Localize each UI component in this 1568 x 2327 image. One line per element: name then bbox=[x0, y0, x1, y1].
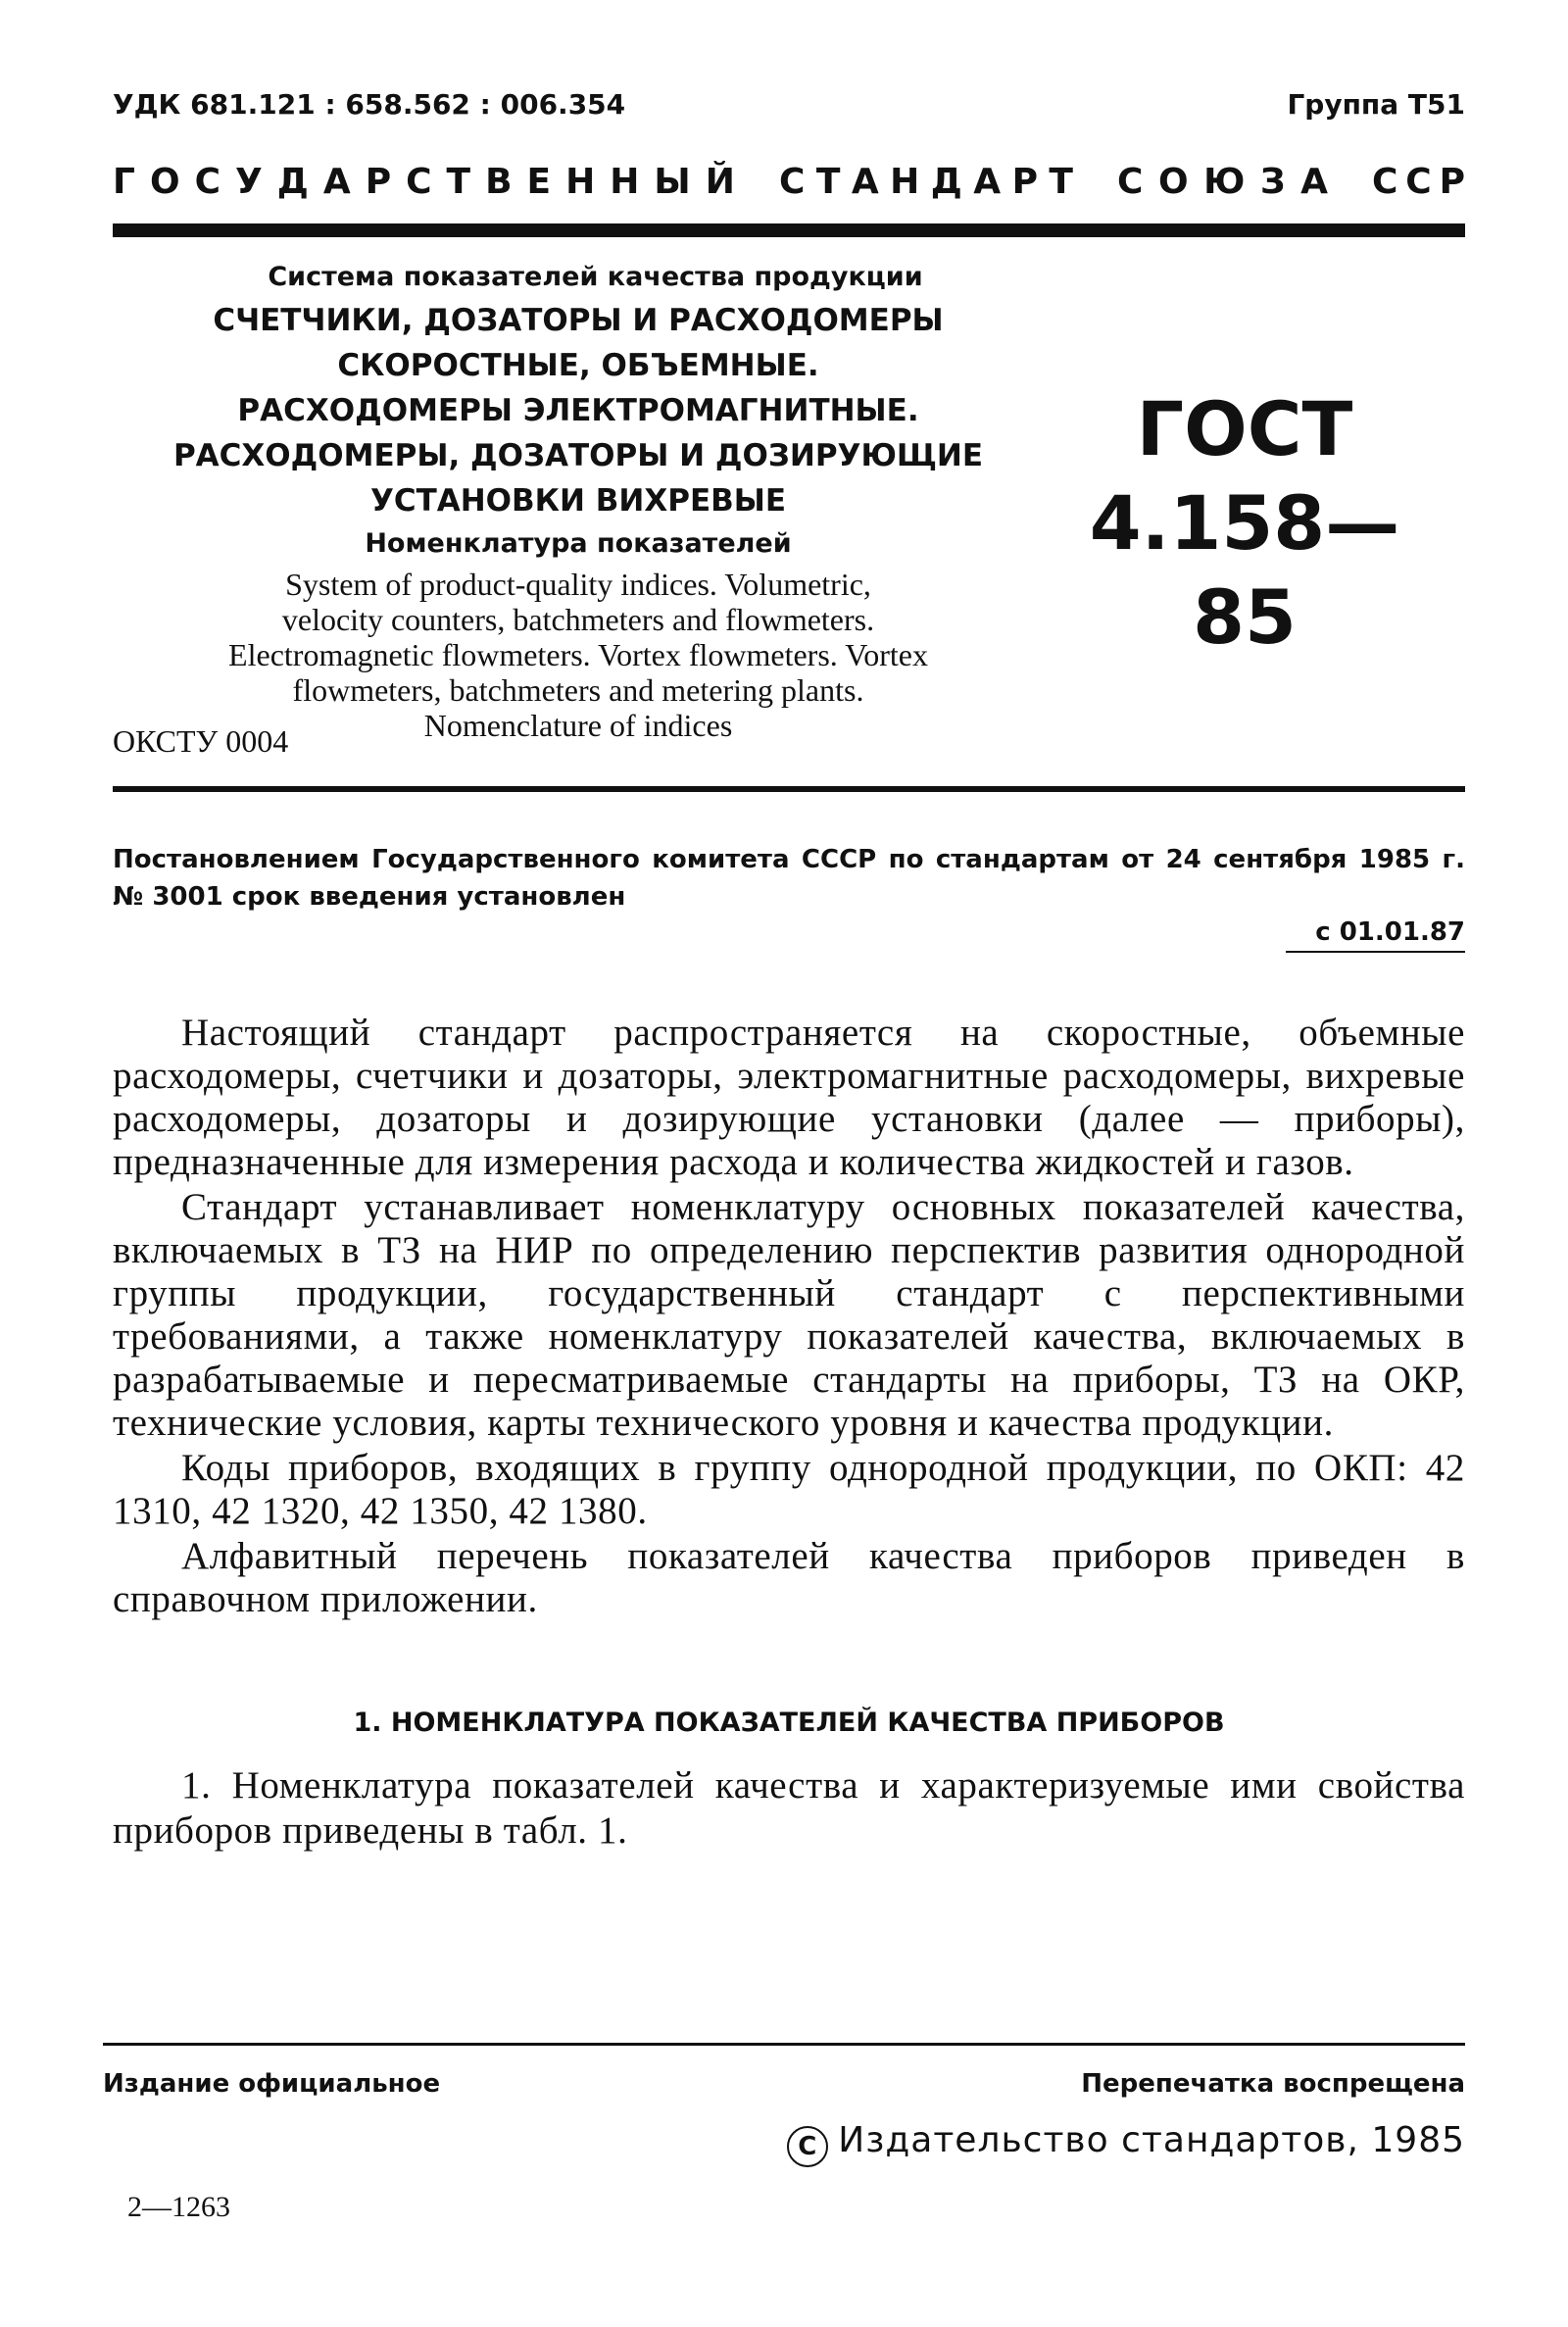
banner-letter: Р bbox=[1439, 162, 1465, 202]
banner-letter: С bbox=[194, 162, 220, 202]
banner-word-3 bbox=[1117, 162, 1328, 202]
english-title: System of product-quality indices. Volumetric, velocity counters, batchmeters and flowmeters. Electromagnetic flowmeters. Vortex flowmeters. Vortex flowmeters, batchmeters and metering plants. Nomenclature of indices bbox=[228, 567, 928, 743]
decree-text: Постановлением Государственного комитета СССР по стандартам от 24 сентября 1985 г. № 3001 срок введения установлен bbox=[113, 845, 1465, 912]
effective-date-value: с 01.01.87 bbox=[1286, 917, 1465, 953]
paragraph: Коды приборов, входящих в группу однородной продукции, по ОКП: 42 1310, 42 1320, 42 1350, 42 1380. bbox=[113, 1447, 1465, 1532]
banner-letter: Ю bbox=[1203, 162, 1246, 202]
banner-letter: С bbox=[1405, 162, 1432, 202]
banner-letter: Т bbox=[1049, 162, 1073, 202]
main-title: СЧЕТЧИКИ, ДОЗАТОРЫ И РАСХОДОМЕРЫ СКОРОСТНЫЕ, ОБЪЕМНЫЕ. РАСХОДОМЕРЫ ЭЛЕКТРОМАГНИТНЫЕ. РАСХОДОМЕРЫ, ДОЗАТОРЫ И ДОЗИРУЮЩИЕ УСТАНОВКИ ВИХРЕВЫЕ bbox=[172, 303, 984, 519]
system-line: Система показателей качества продукции bbox=[268, 262, 923, 292]
print-code: 2—1263 bbox=[127, 2191, 230, 2223]
banner-letter: О bbox=[149, 162, 180, 202]
banner-letter: С bbox=[1372, 162, 1398, 202]
header-row bbox=[113, 88, 1465, 121]
paragraph: Настоящий стандарт распространяется на скоростные, объемные расходомеры, счетчики и дозаторы, электромагнитные расходомеры, вихревые расходомеры, дозаторы и дозирующие установки (далее — приборы), предназначенные для измерения расхода и количества жидкостей и газов. bbox=[113, 1012, 1465, 1183]
banner-letter: Д bbox=[930, 162, 962, 202]
banner-letter: Д bbox=[276, 162, 309, 202]
banner-letter: Г bbox=[113, 162, 135, 202]
banner-letter: Р bbox=[365, 162, 392, 202]
banner-letter: А bbox=[1300, 162, 1328, 202]
reprint-notice: Перепечатка воспрещена bbox=[1081, 2069, 1465, 2099]
page-footer bbox=[103, 2043, 1465, 2167]
banner-letter: А bbox=[322, 162, 351, 202]
banner-letter: Р bbox=[1011, 162, 1038, 202]
banner-letter: Н bbox=[610, 162, 640, 202]
banner-letter: А bbox=[973, 162, 1002, 202]
banner-word-1 bbox=[113, 162, 735, 202]
banner-letter: Н bbox=[565, 162, 596, 202]
banner-letter: А bbox=[851, 162, 879, 202]
footer-row bbox=[103, 2069, 1465, 2099]
banner-letter: С bbox=[1117, 162, 1144, 202]
paragraph: Стандарт устанавливает номенклатуру основных показателей качества, включаемых в ТЗ на НИР по определению перспектив развития однородной группы продукции, государственный стандарт с перспективными требованиями, а также номенклатуру показателей качества, включаемых в разрабатываемые и пересматриваемые стандарты на приборы, ТЗ на ОКР, технические условия, карты технического уровня и качества продукции. bbox=[113, 1186, 1465, 1444]
header-divider bbox=[113, 223, 1465, 237]
nomenclature-subtitle: Номенклатура показателей bbox=[365, 528, 792, 559]
banner-letter: Й bbox=[705, 162, 735, 202]
title-block bbox=[113, 237, 1465, 786]
banner-letter: Е bbox=[526, 162, 552, 202]
udk-code: УДК 681.121 : 658.562 : 006.354 bbox=[113, 88, 626, 121]
banner-letter: Ы bbox=[654, 162, 691, 202]
footer-divider bbox=[103, 2043, 1465, 2046]
gost-label: ГОСТ bbox=[1136, 385, 1353, 472]
section-body bbox=[113, 1763, 1465, 1854]
title-text bbox=[113, 257, 1044, 743]
banner-letter: О bbox=[1157, 162, 1189, 202]
effective-date bbox=[113, 917, 1465, 953]
title-divider bbox=[113, 786, 1465, 792]
banner-letter: В bbox=[485, 162, 513, 202]
copyright-icon: C bbox=[787, 2126, 828, 2167]
okstu-code: ОКСТУ 0004 bbox=[113, 723, 289, 759]
group-code: Группа Т51 bbox=[1287, 88, 1465, 121]
intro-body bbox=[113, 1012, 1465, 1621]
banner-letter: У bbox=[234, 162, 263, 202]
banner-word-4 bbox=[1372, 162, 1465, 202]
state-standard-banner bbox=[113, 162, 1465, 202]
banner-letter: З bbox=[1259, 162, 1286, 202]
paragraph: Алфавитный перечень показателей качества приборов приведен в справочном приложении. bbox=[113, 1535, 1465, 1620]
official-edition-label: Издание официальное bbox=[103, 2069, 441, 2099]
banner-letter: С bbox=[406, 162, 432, 202]
banner-letter: Н bbox=[890, 162, 920, 202]
publisher-name: Издательство стандартов, 1985 bbox=[838, 2120, 1465, 2160]
publisher-line bbox=[103, 2120, 1465, 2167]
banner-letter: Т bbox=[446, 162, 471, 202]
gost-number: 4.158—85 bbox=[1089, 479, 1400, 661]
banner-letter: С bbox=[779, 162, 806, 202]
banner-letter: Т bbox=[815, 162, 841, 202]
paragraph: 1. Номенклатура показателей качества и характеризуемые ими свойства приборов приведены в табл. 1. bbox=[113, 1764, 1465, 1852]
section-heading: 1. НОМЕНКЛАТУРА ПОКАЗАТЕЛЕЙ КАЧЕСТВА ПРИБОРОВ bbox=[353, 1708, 1225, 1738]
gost-designation bbox=[1083, 382, 1406, 665]
document-page bbox=[103, 78, 1465, 2274]
banner-word-2 bbox=[779, 162, 1073, 202]
